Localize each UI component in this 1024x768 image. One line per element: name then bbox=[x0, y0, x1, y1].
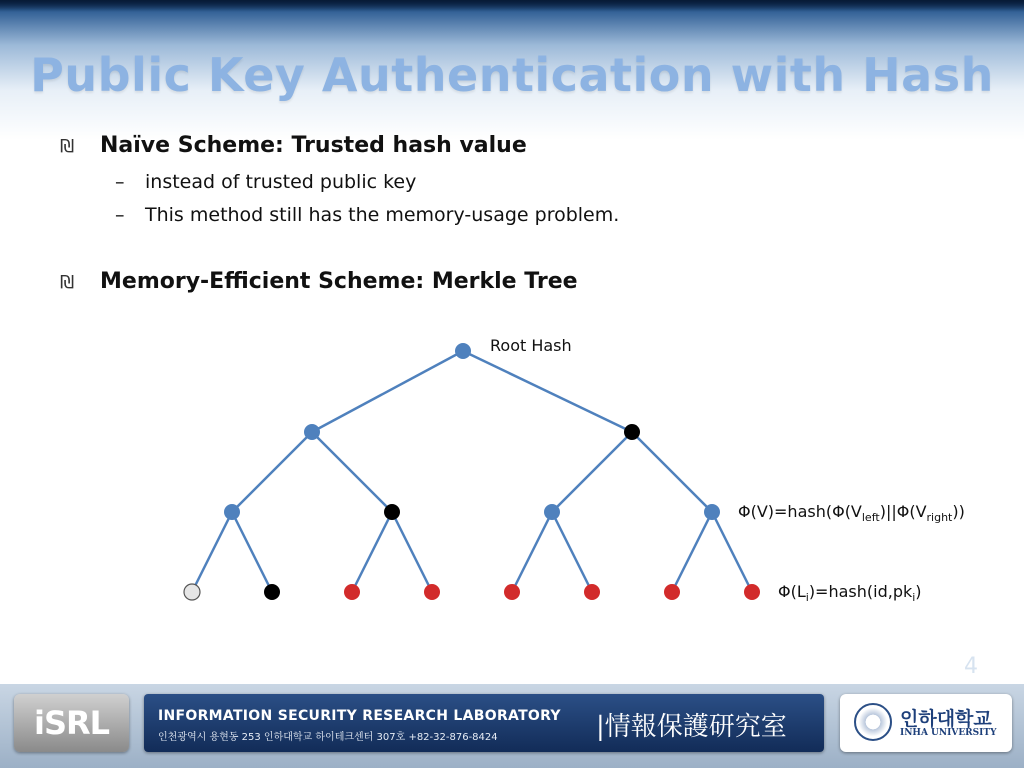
tree-edge bbox=[463, 351, 632, 432]
tree-node-leaf bbox=[584, 584, 600, 600]
tree-edge bbox=[232, 512, 272, 592]
bullet-text: Naïve Scheme: Trusted hash value bbox=[100, 133, 527, 158]
root-hash-label: Root Hash bbox=[490, 336, 572, 355]
university-logo bbox=[840, 694, 1012, 752]
tree-edge bbox=[552, 512, 592, 592]
university-name-english: INHA UNIVERSITY bbox=[900, 728, 997, 738]
isrl-logo bbox=[14, 694, 129, 752]
tree-edge bbox=[312, 432, 392, 512]
lab-info-banner bbox=[144, 694, 824, 752]
tree-edge bbox=[672, 512, 712, 592]
tree-node-leaf bbox=[504, 584, 520, 600]
page-number: 4 bbox=[964, 654, 978, 679]
university-name-korean: 인하대학교 bbox=[900, 708, 992, 730]
lab-name: INFORMATION SECURITY RESEARCH LABORATORY bbox=[158, 708, 561, 724]
bullet-marker-icon: ₪ bbox=[60, 136, 75, 157]
tree-node-internal bbox=[224, 504, 240, 520]
sub-bullet-text: instead of trusted public key bbox=[145, 171, 417, 193]
tree-node-leaf bbox=[664, 584, 680, 600]
tree-edge bbox=[232, 432, 312, 512]
lab-name-cjk: |情報保護研究室 bbox=[596, 712, 787, 742]
tree-edge bbox=[712, 512, 752, 592]
isrl-logo-text: iSRL bbox=[33, 704, 110, 742]
tree-node-internal bbox=[624, 424, 640, 440]
tree-edge bbox=[192, 512, 232, 592]
tree-node-leaf bbox=[344, 584, 360, 600]
internal-node-formula: $\Phi(V)=hash(\Phi(V_{left})||\Phi(V_{right}))$ bbox=[738, 502, 965, 524]
tree-node-internal bbox=[304, 424, 320, 440]
tree-edge bbox=[352, 512, 392, 592]
tree-node-leaf bbox=[184, 584, 200, 600]
sub-bullet-text: This method still has the memory-usage problem. bbox=[145, 204, 620, 226]
lab-address: 인천광역시 용현동 253 인하대학교 하이테크센터 307호 +82-32-876-8424 bbox=[158, 732, 498, 743]
university-seal-icon bbox=[854, 703, 892, 741]
tree-edge bbox=[312, 351, 463, 432]
dash-marker: – bbox=[115, 171, 125, 193]
slide-title: Public Key Authentication with Hash bbox=[30, 48, 994, 102]
leaf-node-formula: $\Phi(L_i)=hash(id,pk_i)$ bbox=[778, 582, 922, 604]
dash-marker: – bbox=[115, 204, 125, 226]
tree-edge bbox=[552, 432, 632, 512]
tree-node-internal bbox=[544, 504, 560, 520]
tree-node-root bbox=[455, 343, 471, 359]
tree-edge bbox=[512, 512, 552, 592]
tree-node-leaf bbox=[744, 584, 760, 600]
tree-node-leaf bbox=[264, 584, 280, 600]
bullet-marker-icon: ₪ bbox=[60, 272, 75, 293]
tree-edge bbox=[392, 512, 432, 592]
bullet-text: Memory-Efficient Scheme: Merkle Tree bbox=[100, 269, 578, 294]
tree-node-internal bbox=[704, 504, 720, 520]
tree-node-internal bbox=[384, 504, 400, 520]
tree-edge bbox=[632, 432, 712, 512]
tree-node-leaf bbox=[424, 584, 440, 600]
